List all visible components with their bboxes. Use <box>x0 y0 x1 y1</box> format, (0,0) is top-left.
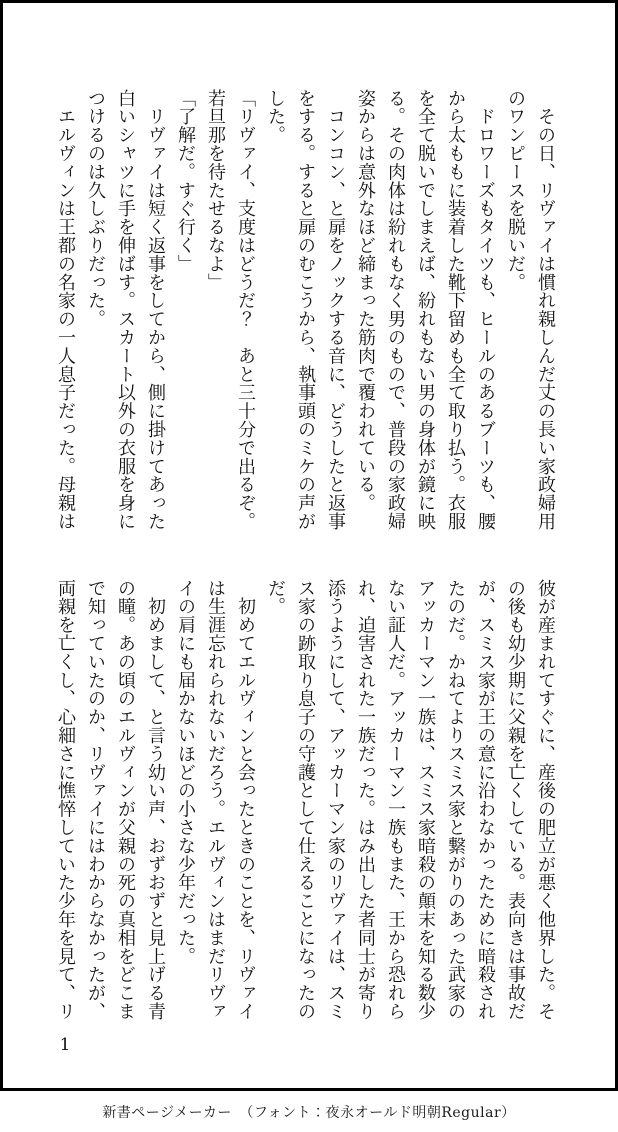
text-line: リヴァイは短く返事をしてから、側に掛けてあった <box>145 89 166 531</box>
text-line: その日、リヴァイは慣れ親しんだ丈の長い家政婦用 <box>535 89 556 531</box>
text-line: 両親を亡くし、心細さに憔悴していた少年を見て、リ <box>55 579 76 1021</box>
text-line: ス家の跡取り息子の守護として仕えることになったの <box>295 579 316 1021</box>
text-line: を全て脱いでしまえば、紛れもない男の身体が鏡に映 <box>415 89 436 531</box>
text-line: 彼が産まれてすぐに、産後の肥立が悪く他界した。そ <box>535 579 556 1021</box>
text-line: ない証人だ。アッカーマン一族もまた、王から恐れら <box>385 579 406 1021</box>
text-line: れ、迫害された一族だった。はみ出した者同士が寄り <box>355 579 376 1021</box>
text-line: した。 <box>265 89 286 145</box>
text-line: コンコン、と扉をノックする音に、どうしたと返事 <box>325 89 346 531</box>
footer-strip <box>0 1091 618 1132</box>
text-line: 添うようにして、アッカーマン家のリヴァイは、スミ <box>325 579 346 1021</box>
text-line: つけるのは久しぶりだった。 <box>85 89 106 329</box>
text-band-bottom <box>50 579 560 1021</box>
footer-caption: 新書ページメーカー （フォント：夜永オールド明朝Regular） <box>102 1104 516 1121</box>
text-line: 初めてエルヴィンと会ったときのことを、リヴァイ <box>235 579 256 1021</box>
text-line: のワンピースを脱いだ。 <box>505 89 526 292</box>
text-line: イの肩にも届かないほどの小さな少年だった。 <box>175 579 196 966</box>
text-line: が、スミス家が王の意に沿わなかったために暗殺され <box>475 579 496 1021</box>
text-line: は生涯忘れられないだろう。エルヴィンはまだリヴァ <box>205 579 226 1021</box>
text-band-top <box>50 89 560 531</box>
page-number: 1 <box>59 1035 71 1055</box>
text-line: 姿からは意外なほど締まった筋肉で覆われている。 <box>355 89 376 513</box>
text-line: る。その肉体は紛れもなく男のもので、普段の家政婦 <box>385 89 406 531</box>
text-line: ドロワーズもタイツも、ヒールのあるブーツも、腰 <box>475 89 496 531</box>
text-line: 白いシャツに手を伸ばす。スカート以外の衣服を身に <box>115 89 136 531</box>
text-line: 若旦那を待たせるなよ」 <box>205 89 226 292</box>
text-line: たのだ。かねてよりスミス家と繋がりのあった武家の <box>445 579 466 1021</box>
text-line: から太ももに装着した靴下留めも全て取り払う。衣服 <box>445 89 466 531</box>
text-line: 初めまして、と言う幼い声、おずおずと見上げる青 <box>145 579 166 1021</box>
text-line: の瞳。あの頃のエルヴィンが父親の死の真相をどこま <box>115 579 136 1021</box>
text-line: アッカーマン一族は、スミス家暗殺の顛末を知る数少 <box>415 579 436 1021</box>
text-line: 「リヴァイ、支度はどうだ？ あと三十分で出るぞ。 <box>235 89 256 531</box>
text-line: 「了解だ。すぐ行く」 <box>175 89 196 273</box>
text-line: で知っていたのか、リヴァイにはわからなかったが、 <box>85 579 106 1021</box>
text-line: エルヴィンは王都の名家の一人息子だった。母親は <box>55 89 76 531</box>
text-line: だ。 <box>265 579 286 616</box>
text-line: の後も幼少期に父親を亡くしている。表向きは事故だ <box>505 579 526 1021</box>
text-line: をする。すると扉のむこうから、執事頭のミケの声が <box>295 89 316 531</box>
